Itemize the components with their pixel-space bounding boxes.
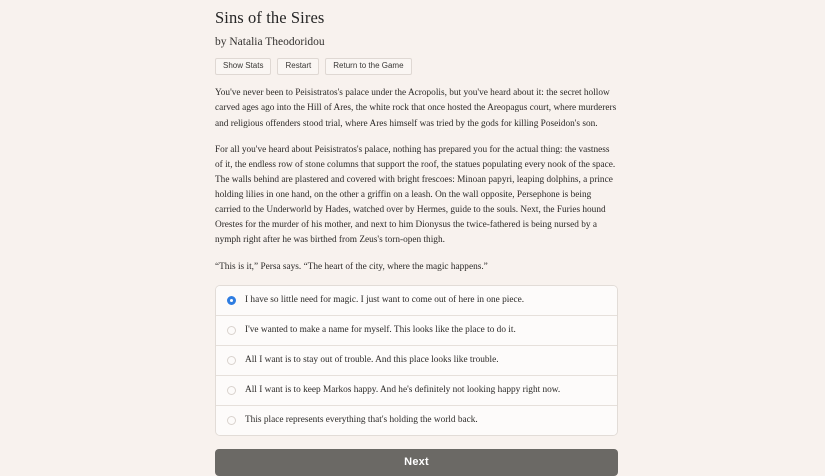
- choice-label: This place represents everything that's holding the world back.: [245, 415, 478, 426]
- choice-label: I have so little need for magic. I just want to come out of here in one piece.: [245, 295, 525, 306]
- choice-label: All I want is to stay out of trouble. And this place looks like trouble.: [245, 355, 499, 366]
- choice-option-1[interactable]: [216, 286, 617, 316]
- radio-unselected-icon[interactable]: [227, 416, 236, 425]
- passage-paragraph: For all you've heard about Peisistratos's palace, nothing has prepared you for the actual thing: the vastness of it, the endless row of stone columns that support the roof, the statues populating every nook of the space. The walls behind are plastered and covered with bright frescoes: Minoan papyri, leaping dolphins, a prince holding lilies in one hand, on the other a griffin on a leash. On the wall opposite, Persephone is being carried to the Underworld by Hades, watched over by Hermes, guide to the souls. Next, the Furies hound Orestes for the murder of his mother, and next to him Dionysus the twice-fathered is being nursed by a nymph right after he was birthed from Zeus's torn-open thigh.: [215, 144, 616, 246]
- next-section: [215, 436, 618, 476]
- next-button[interactable]: Next: [215, 449, 618, 476]
- choice-option-2[interactable]: [216, 316, 617, 346]
- choice-option-4[interactable]: [216, 376, 617, 406]
- choice-label: All I want is to keep Markos happy. And he's definitely not looking happy right now.: [245, 385, 561, 396]
- passage-paragraph: You've never been to Peisistratos's palace under the Acropolis, but you've heard about it: the secret hollow carved ages ago into the Hill of Ares, the white rock that once hosted the Areopagus court, where murderers and religious offenders stood trial, where Ares himself was tried by the gods for killing Poseidon's son.: [215, 88, 617, 129]
- return-to-game-button[interactable]: Return to the Game: [325, 58, 411, 75]
- passage-text: [215, 77, 618, 275]
- choices-list: [215, 285, 618, 436]
- choice-option-3[interactable]: [216, 346, 617, 376]
- choice-option-5[interactable]: [216, 406, 617, 435]
- choice-label: I've wanted to make a name for myself. This looks like the place to do it.: [245, 325, 516, 336]
- toolbar: [215, 49, 618, 77]
- restart-button[interactable]: Restart: [277, 58, 319, 75]
- radio-unselected-icon[interactable]: [227, 386, 236, 395]
- choices-section: [215, 275, 618, 436]
- page-title: Sins of the Sires: [215, 8, 325, 27]
- passage-paragraph: “This is it,” Persa says. “The heart of the city, where the magic happens.”: [215, 261, 488, 272]
- radio-selected-icon[interactable]: [227, 296, 236, 305]
- show-stats-button[interactable]: Show Stats: [215, 58, 271, 75]
- radio-unselected-icon[interactable]: [227, 326, 236, 335]
- story-content-column: [215, 0, 618, 476]
- radio-unselected-icon[interactable]: [227, 356, 236, 365]
- author-byline: by Natalia Theodoridou: [215, 35, 325, 48]
